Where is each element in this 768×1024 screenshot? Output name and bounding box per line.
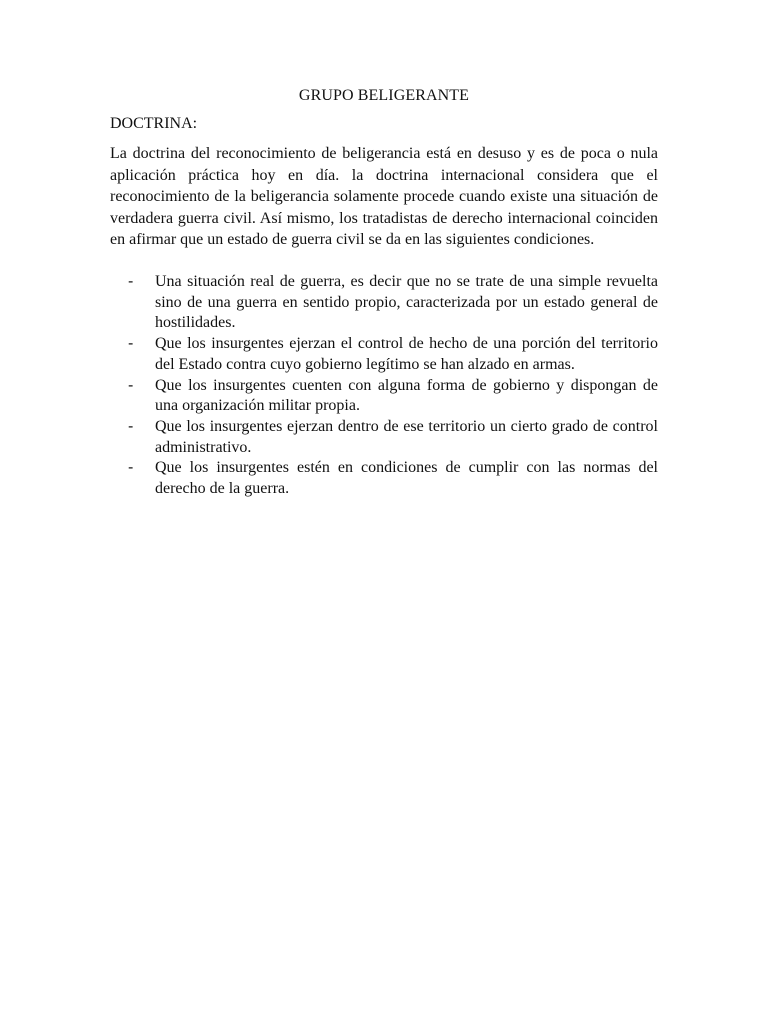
list-item-text: Que los insurgentes ejerzan el control de hecho de una porción del territorio del Estado contra cuyo gobierno legítimo se han alzado en armas. (155, 335, 658, 373)
bullet-dash: - (128, 273, 134, 290)
body-paragraph: La doctrina del reconocimiento de beligerancia está en desuso y es de poca o nula aplicación práctica hoy en día. la doctrina internacional considera que el reconocimiento de la beligerancia solamente procede cuando existe una situación de verdadera guerra civil. Así mismo, los tratadistas de derecho internacional coinciden en afirmar que un estado de guerra civil se da en las siguientes condiciones. (110, 145, 658, 248)
section-heading: DOCTRINA: (110, 115, 198, 132)
bullet-dash: - (128, 335, 134, 353)
list-item-text: Que los insurgentes cuenten con alguna forma de gobierno y dispongan de una organización militar propia. (155, 376, 658, 415)
list-item (110, 334, 658, 375)
list-item-text: Que los insurgentes ejerzan dentro de ese territorio un cierto grado de control administrativo. (155, 417, 658, 456)
list-item (110, 417, 658, 458)
document-title: GRUPO BELIGERANTE (298, 87, 470, 104)
list-item (110, 376, 658, 417)
conditions-list (110, 272, 658, 500)
bullet-dash: - (128, 376, 134, 394)
list-item (110, 458, 658, 499)
bullet-dash: - (128, 459, 134, 477)
list-item-text: Una situación real de guerra, es decir que no se trate de una simple revuelta sino de una guerra en sentido propio, caracterizada por un estado general de hostilidades. (155, 273, 658, 332)
list-item (110, 272, 658, 334)
list-item-text: Que los insurgentes estén en condiciones de cumplir con las normas del derecho de la guerra. (155, 459, 658, 498)
bullet-dash: - (128, 417, 134, 435)
